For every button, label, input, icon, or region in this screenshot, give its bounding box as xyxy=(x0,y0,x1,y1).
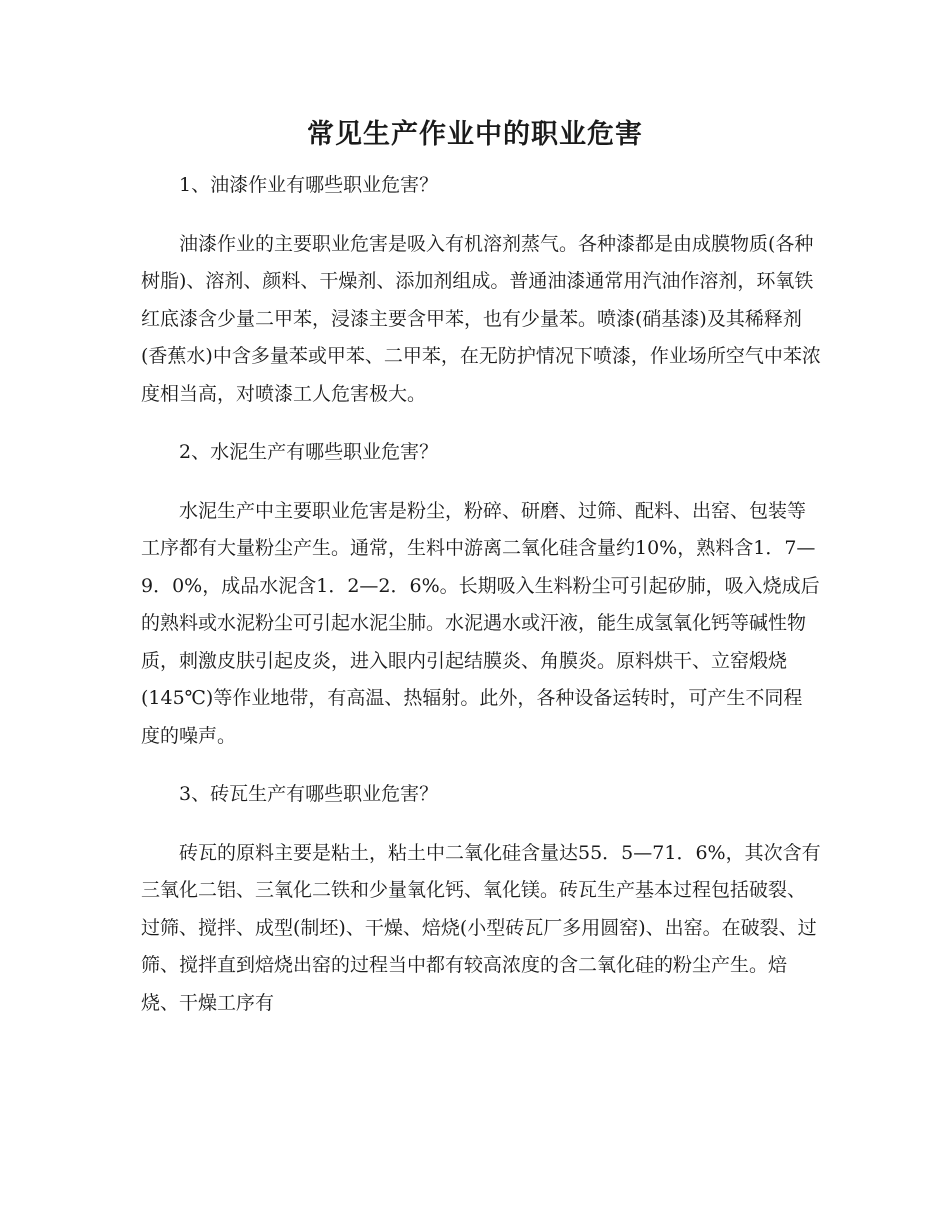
section-3-question: 3、砖瓦生产有哪些职业危害？ xyxy=(179,783,439,805)
section-1-answer: 油漆作业的主要职业危害是吸入有机溶剂蒸气。各种漆都是由成膜物质(各种树脂)、溶剂、颜料、干燥剂、添加剂组成。普通油漆通常用汽油作溶剂，环氧铁红底漆含少量二甲苯，浸漆主要含甲苯，也有少量苯。喷漆(硝基漆)及其稀释剂(香蕉水)中含多量苯或甲苯、二甲苯，在无防护情况下喷漆，作业场所空气中苯浓度相当高，对喷漆工人危害极大。 xyxy=(141,232,821,405)
section-3-answer: 砖瓦的原料主要是粘土，粘土中二氧化硅含量达55．5—71．6%，其次含有三氧化二铝、三氧化二铁和少量氧化钙、氧化镁。砖瓦生产基本过程包括破裂、过筛、搅拌、成型(制坯)、干燥、焙烧(小型砖瓦厂多用圆窑)、出窑。在破裂、过筛、搅拌直到焙烧出窑的过程当中都有较高浓度的含二氧化硅的粉尘产生。焙烧、干燥工序有 xyxy=(141,841,821,1014)
section-2-answer: 水泥生产中主要职业危害是粉尘，粉碎、研磨、过筛、配料、出窑、包装等工序都有大量粉尘产生。通常，生料中游离二氧化硅含量约10%，熟料含1．7—9．0%，成品水泥含1．2—2．6%。长期吸入生料粉尘可引起矽肺，吸入烧成后的熟料或水泥粉尘可引起水泥尘肺。水泥遇水或汗液，能生成氢氧化钙等碱性物质，刺激皮肤引起皮炎，进入眼内引起结膜炎、角膜炎。原料烘干、立窑煅烧(145℃)等作业地带，有高温、热辐射。此外，各种设备运转时，可产生不同程度的噪声。 xyxy=(141,499,820,747)
section-1-question: 1、油漆作业有哪些职业危害？ xyxy=(179,174,439,196)
section-2-question: 2、水泥生产有哪些职业危害？ xyxy=(179,441,439,463)
document-body xyxy=(141,167,821,1043)
document-title: 常见生产作业中的职业危害 xyxy=(307,119,643,150)
